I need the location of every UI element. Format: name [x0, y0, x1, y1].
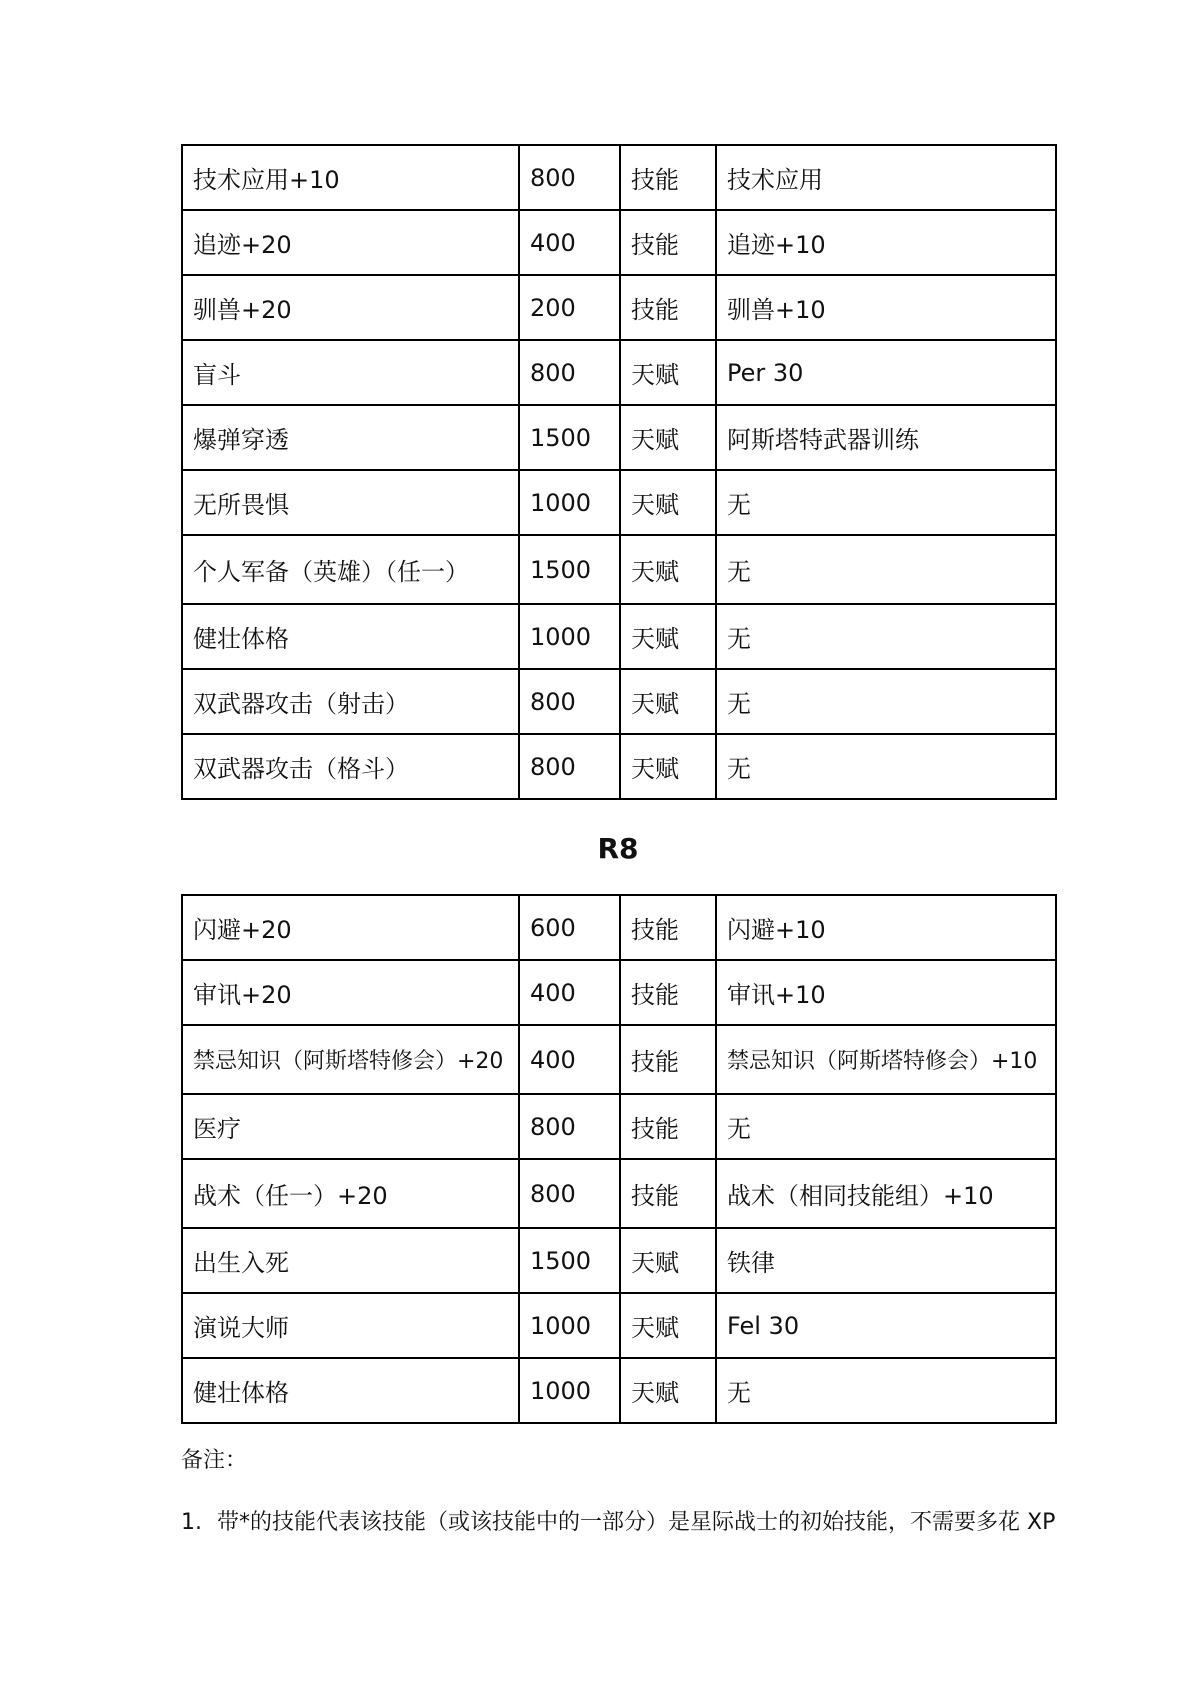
xp-cost: 600: [519, 895, 620, 960]
prerequisite: 无: [716, 604, 1056, 669]
advance-type: 技能: [620, 895, 716, 960]
table-row: [182, 669, 1056, 734]
xp-cost: 400: [519, 210, 620, 275]
advance-name: 驯兽+20: [182, 275, 519, 340]
prerequisite: 无: [716, 1094, 1056, 1159]
advance-name: 无所畏惧: [182, 470, 519, 535]
prerequisite: 驯兽+10: [716, 275, 1056, 340]
table-row: [182, 1228, 1056, 1293]
advance-name: 健壮体格: [182, 1358, 519, 1423]
table-row: [182, 1293, 1056, 1358]
advance-name: 医疗: [182, 1094, 519, 1159]
advance-type: 技能: [620, 1159, 716, 1228]
xp-cost: 1000: [519, 1358, 620, 1423]
advance-name: 战术（任一）+20: [182, 1159, 519, 1228]
advance-name: 禁忌知识（阿斯塔特修会）+20: [182, 1025, 519, 1094]
xp-cost: 400: [519, 1025, 620, 1094]
table-row: [182, 275, 1056, 340]
table-row: [182, 470, 1056, 535]
prerequisite: 禁忌知识（阿斯塔特修会）+10: [716, 1025, 1056, 1094]
advance-type: 天赋: [620, 1293, 716, 1358]
advance-type: 天赋: [620, 405, 716, 470]
advance-name: 技术应用+10: [182, 145, 519, 210]
prerequisite: 战术（相同技能组）+10: [716, 1159, 1056, 1228]
advance-name: 双武器攻击（格斗）: [182, 734, 519, 799]
table-row: [182, 960, 1056, 1025]
xp-cost: 800: [519, 669, 620, 734]
advance-type: 技能: [620, 210, 716, 275]
prerequisite: Per 30: [716, 340, 1056, 405]
advance-type: 天赋: [620, 734, 716, 799]
advance-type: 技能: [620, 275, 716, 340]
advance-name: 演说大师: [182, 1293, 519, 1358]
advance-name: 个人军备（英雄）（任一）: [182, 535, 519, 604]
prerequisite: 无: [716, 1358, 1056, 1423]
table-row: [182, 1358, 1056, 1423]
advance-type: 天赋: [620, 1228, 716, 1293]
xp-cost: 800: [519, 145, 620, 210]
advances-table-r8: [181, 894, 1057, 1424]
table-row: [182, 405, 1056, 470]
table-row: [182, 895, 1056, 960]
table-row: [182, 535, 1056, 604]
table-row: [182, 145, 1056, 210]
prerequisite: 技术应用: [716, 145, 1056, 210]
note-text: 带*的技能代表该技能（或该技能中的一部分）是星际战士的初始技能，不需要多花 XP: [217, 1510, 1056, 1535]
advance-type: 技能: [620, 145, 716, 210]
advance-type: 天赋: [620, 1358, 716, 1423]
advance-type: 技能: [620, 1094, 716, 1159]
xp-cost: 800: [519, 1094, 620, 1159]
note-number: 1.: [181, 1510, 202, 1535]
advance-type: 技能: [620, 960, 716, 1025]
table-row: [182, 1094, 1056, 1159]
advance-name: 健壮体格: [182, 604, 519, 669]
xp-cost: 1000: [519, 1293, 620, 1358]
advance-name: 出生入死: [182, 1228, 519, 1293]
advance-type: 天赋: [620, 669, 716, 734]
xp-cost: 1500: [519, 1228, 620, 1293]
notes-label: 备注：: [181, 1448, 248, 1473]
table-row: [182, 1159, 1056, 1228]
table-row: [182, 210, 1056, 275]
prerequisite: 审讯+10: [716, 960, 1056, 1025]
table-row: [182, 340, 1056, 405]
advance-type: 技能: [620, 1025, 716, 1094]
advance-type: 天赋: [620, 340, 716, 405]
xp-cost: 1000: [519, 470, 620, 535]
prerequisite: 阿斯塔特武器训练: [716, 405, 1056, 470]
advance-type: 天赋: [620, 535, 716, 604]
advance-name: 爆弹穿透: [182, 405, 519, 470]
xp-cost: 800: [519, 1159, 620, 1228]
prerequisite: Fel 30: [716, 1293, 1056, 1358]
xp-cost: 1000: [519, 604, 620, 669]
section-title-r8: R8: [597, 832, 639, 865]
advance-name: 审讯+20: [182, 960, 519, 1025]
note-item: [181, 1505, 1055, 1536]
advances-table-top: [181, 144, 1057, 800]
table-row: [182, 1025, 1056, 1094]
xp-cost: 1500: [519, 535, 620, 604]
prerequisite: 无: [716, 669, 1056, 734]
advance-type: 天赋: [620, 470, 716, 535]
xp-cost: 200: [519, 275, 620, 340]
advance-name: 盲斗: [182, 340, 519, 405]
prerequisite: 无: [716, 470, 1056, 535]
advance-name: 闪避+20: [182, 895, 519, 960]
xp-cost: 400: [519, 960, 620, 1025]
prerequisite: 铁律: [716, 1228, 1056, 1293]
prerequisite: 无: [716, 535, 1056, 604]
advance-name: 双武器攻击（射击）: [182, 669, 519, 734]
xp-cost: 800: [519, 340, 620, 405]
xp-cost: 1500: [519, 405, 620, 470]
xp-cost: 800: [519, 734, 620, 799]
advance-name: 追迹+20: [182, 210, 519, 275]
table-row: [182, 604, 1056, 669]
prerequisite: 追迹+10: [716, 210, 1056, 275]
advance-type: 天赋: [620, 604, 716, 669]
prerequisite: 闪避+10: [716, 895, 1056, 960]
prerequisite: 无: [716, 734, 1056, 799]
table-row: [182, 734, 1056, 799]
